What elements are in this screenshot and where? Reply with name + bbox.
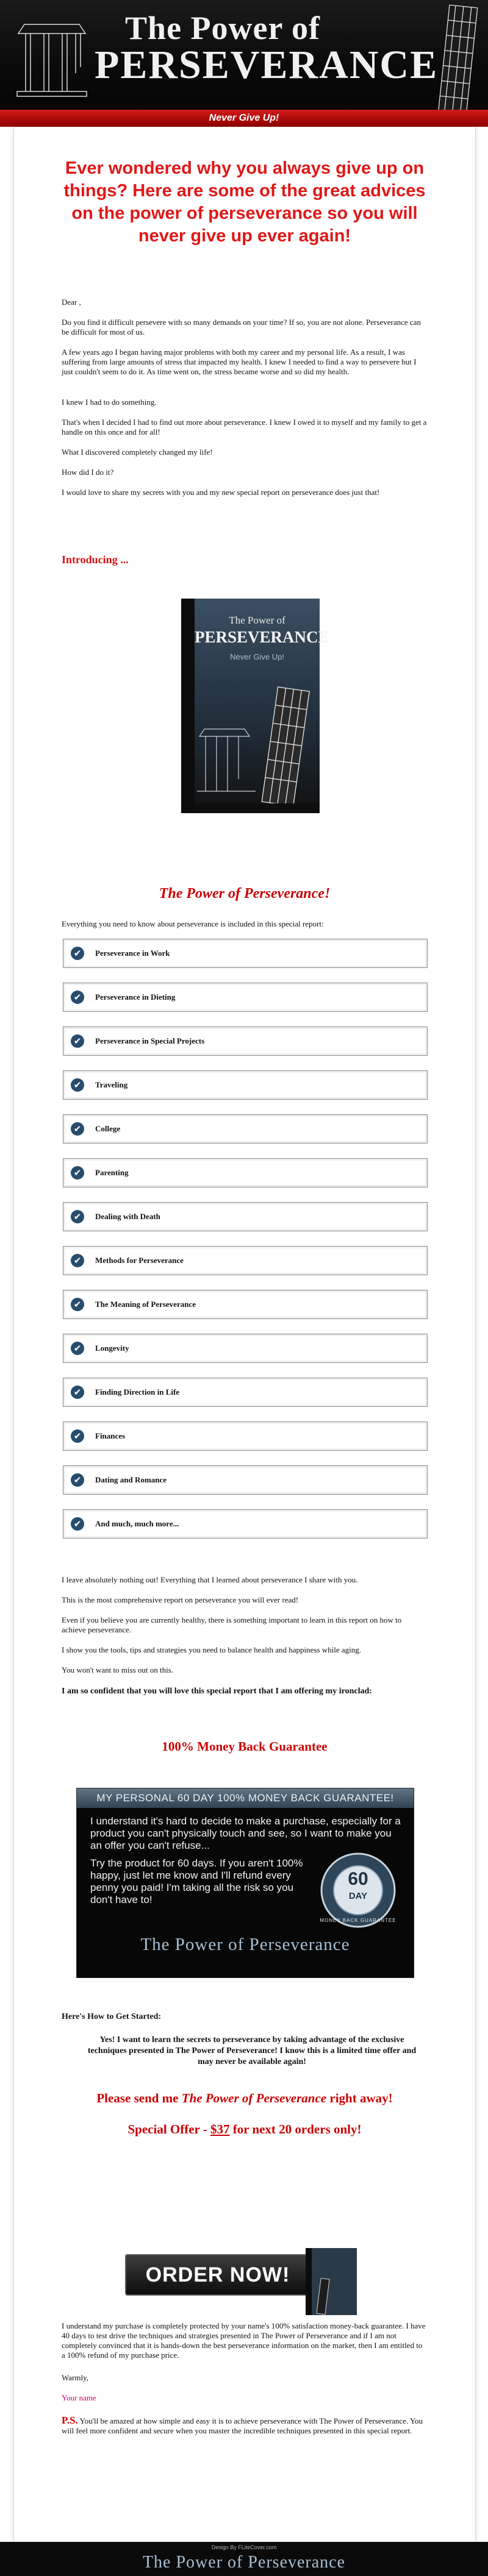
checklist-item-label: Traveling — [95, 1080, 128, 1089]
letter-paragraph: Do you find it difficult persevere with so many demands on your time? If so, you are not alone. Perseverance can be difficult for most of us. — [62, 318, 421, 336]
checkmark-icon: ✔ — [71, 1342, 84, 1355]
checklist-item — [63, 1202, 428, 1231]
after-list-paragraph: Even if you believe you are currently healthy, there is something important to learn in this report on how to achieve perseverance. — [62, 1615, 402, 1634]
header-logo[interactable] — [95, 10, 439, 87]
special-prefix: Special Offer - — [127, 2122, 210, 2137]
tagline-bar — [0, 110, 488, 127]
checklist-item — [63, 1070, 428, 1100]
letter-paragraph: I knew I had to do something. — [62, 397, 157, 407]
after-list-paragraph: This is the most comprehensive report on perseverance you will ever read! — [62, 1595, 299, 1604]
checkmark-icon: ✔ — [71, 1034, 84, 1048]
special-price: $37 — [210, 2122, 230, 2137]
get-started-heading: Here's How to Get Started: — [62, 2012, 162, 2021]
after-list-paragraph: I leave absolutely nothing out! Everything that I learned about perseverance I share with you. — [62, 1575, 358, 1584]
checklist-item — [63, 1026, 428, 1056]
ruins-illustration — [12, 6, 92, 98]
please-prefix: Please send me — [96, 2091, 182, 2105]
leaning-tower-illustration — [421, 0, 488, 116]
content-frame — [13, 127, 476, 2542]
letter-paragraph: I would love to share my secrets with you and my new special report on perseverance does just that! — [62, 488, 380, 497]
warmly: Warmly, — [62, 2373, 88, 2382]
main-headline: Ever wondered why you always give up on things? Here are some of the great advices on the power of perseverance so you will never give up ever again! — [63, 158, 426, 246]
checkmark-icon: ✔ — [71, 1078, 84, 1092]
special-offer-line — [14, 2122, 475, 2137]
guarantee-footer-title: The Power of Perseverance — [140, 1935, 350, 1954]
order-section — [125, 2247, 363, 2317]
checkmark-icon: ✔ — [71, 947, 84, 960]
checkmark-icon: ✔ — [71, 1298, 84, 1311]
checkmark-icon: ✔ — [71, 1429, 84, 1443]
order-ebook-image — [303, 2247, 359, 2317]
checklist-item-label: Longevity — [95, 1343, 129, 1353]
please-send-line — [14, 2091, 475, 2106]
checklist-item — [63, 1158, 428, 1187]
guarantee-box — [76, 1788, 414, 1978]
checklist-item — [63, 1421, 428, 1451]
guarantee-heading: MY PERSONAL 60 DAY 100% MONEY BACK GUARANTEE! — [77, 1788, 414, 1808]
please-suffix: right away! — [326, 2091, 393, 2105]
checklist-item-label: Finances — [95, 1431, 126, 1440]
money-back-title: 100% Money Back Guarantee — [162, 1739, 328, 1754]
header-title-line1: The Power of — [125, 10, 320, 46]
checklist-item — [63, 1378, 428, 1407]
ebook-title-small: The Power of — [229, 614, 285, 626]
site-header — [0, 0, 488, 123]
tagline: Never Give Up! — [209, 113, 279, 123]
checklist-item-label: Finding Direction in Life — [95, 1387, 180, 1397]
checkmark-icon: ✔ — [71, 1254, 84, 1267]
list-intro: Everything you need to know about perseverance is included in this special report: — [62, 919, 324, 928]
checklist-item — [63, 1334, 428, 1363]
checklist-item-label: The Meaning of Perseverance — [95, 1300, 196, 1309]
checklist-item-label: And much, much more... — [95, 1519, 179, 1528]
letter-paragraph: What I discovered completely changed my life! — [62, 447, 213, 457]
checklist-item-label: College — [95, 1124, 121, 1133]
site-footer — [0, 2542, 488, 2576]
checklist-item-label: Perseverance in Work — [95, 948, 170, 958]
checklist-item-label: Parenting — [95, 1168, 129, 1177]
seal-number: 60 — [348, 1869, 368, 1889]
after-list-paragraph: I show you the tools, tips and strategies you need to balance health and happiness while aging. — [62, 1645, 361, 1654]
special-suffix: for next 20 orders only! — [229, 2122, 362, 2137]
checklist-item — [63, 1509, 428, 1539]
checklist-item-label: Perseverance in Special Projects — [95, 1036, 205, 1045]
author-name: Your name — [62, 2393, 96, 2402]
checklist-item-label: Dating and Romance — [95, 1475, 167, 1484]
ebook-title-big: PERSEVERANCE — [195, 628, 329, 646]
checkmark-icon: ✔ — [71, 1166, 84, 1179]
closing-paragraph: I understand my purchase is completely protected by your name's 100% satisfaction money-back guarantee. I have 40 days to test drive the techniques and strategies presented in The Power of Perseverance and if I am not completely convinced that it is hands-down the best perseverance information on the market, then I am entitled to a 100% refund of my purchase price. — [62, 2321, 426, 2360]
checkmark-icon: ✔ — [71, 1517, 84, 1531]
ebook-subtitle: Never Give Up! — [230, 652, 284, 661]
after-list-paragraph: You won't want to miss out on this. — [62, 1665, 174, 1674]
checklist-item-label: Methods for Perseverance — [95, 1256, 184, 1265]
footer-title: The Power of Perseverance — [142, 2553, 346, 2572]
checkmark-icon: ✔ — [71, 1473, 84, 1487]
order-now-button[interactable]: ORDER NOW! — [125, 2254, 310, 2296]
letter-paragraph: A few years ago I began having major problems with both my career and my personal life. As a result, I was suffering from large amounts of stress that impacted my health. I knew I needed to find a way to persevere but I just couldn't seem to do it. As time went on, the stress became worse and so did my health. — [62, 347, 417, 376]
ps-label: P.S. — [62, 2414, 78, 2426]
header-title-line2: PERSEVERANCE — [95, 43, 439, 87]
checklist-item-label: Perseverance in Dieting — [95, 992, 176, 1002]
checklist-item — [63, 939, 428, 968]
ps-text: You'll be amazed at how simple and easy it is to achieve perseverance with The Power of Perseverance. You will feel more confident and secure when you master the incredible techniques presented in this special report. — [62, 2416, 423, 2435]
checkmark-icon: ✔ — [71, 991, 84, 1004]
ps-paragraph — [62, 2416, 431, 2436]
guarantee-text: I understand it's hard to decide to make a purchase, especially for a product you can't physically touch and see, so I want to make you an offer you can't refuse... — [90, 1815, 401, 1851]
checklist-item-label: Dealing with Death — [95, 1212, 160, 1221]
seal-ring-text: MONEY BACK GUARANTEE — [320, 1918, 396, 1923]
introducing-heading: Introducing ... — [62, 553, 129, 566]
confidence-statement: I am so confident that you will love this special report that I am offering my ironclad: — [62, 1687, 372, 1696]
checklist-item — [63, 1246, 428, 1275]
product-title: The Power of Perseverance! — [159, 886, 331, 902]
checkmark-icon: ✔ — [71, 1122, 84, 1136]
letter-paragraph: That's when I decided I had to find out more about perseverance. I knew I owed it to myself and my family to get a handle on this once and for all! — [62, 418, 427, 436]
checklist-item — [63, 1114, 428, 1144]
design-credit-link[interactable]: Design By FLiteCover.com — [211, 2544, 277, 2550]
checkmark-icon: ✔ — [71, 1210, 84, 1223]
please-product: The Power of Perseverance — [181, 2091, 327, 2105]
guarantee-text: Try the product for 60 days. If you aren't 100% happy, just let me know and I'll refund every penny you paid! I'm taking all the risk so you don't have to! — [90, 1857, 303, 1905]
greeting: Dear , — [62, 297, 81, 307]
checklist-item — [63, 1465, 428, 1495]
letter-paragraph: How did I do it? — [62, 468, 114, 477]
checklist-item — [63, 1290, 428, 1319]
seal-day: DAY — [348, 1891, 368, 1901]
checkmark-icon: ✔ — [71, 1386, 84, 1399]
yes-statement: Yes! I want to learn the secrets to perseverance by taking advantage of the exclusive techniques presented in The Power of Perseverance! I know this is a limited time offer and may never be available again! — [87, 2035, 417, 2066]
checklist-item — [63, 983, 428, 1012]
